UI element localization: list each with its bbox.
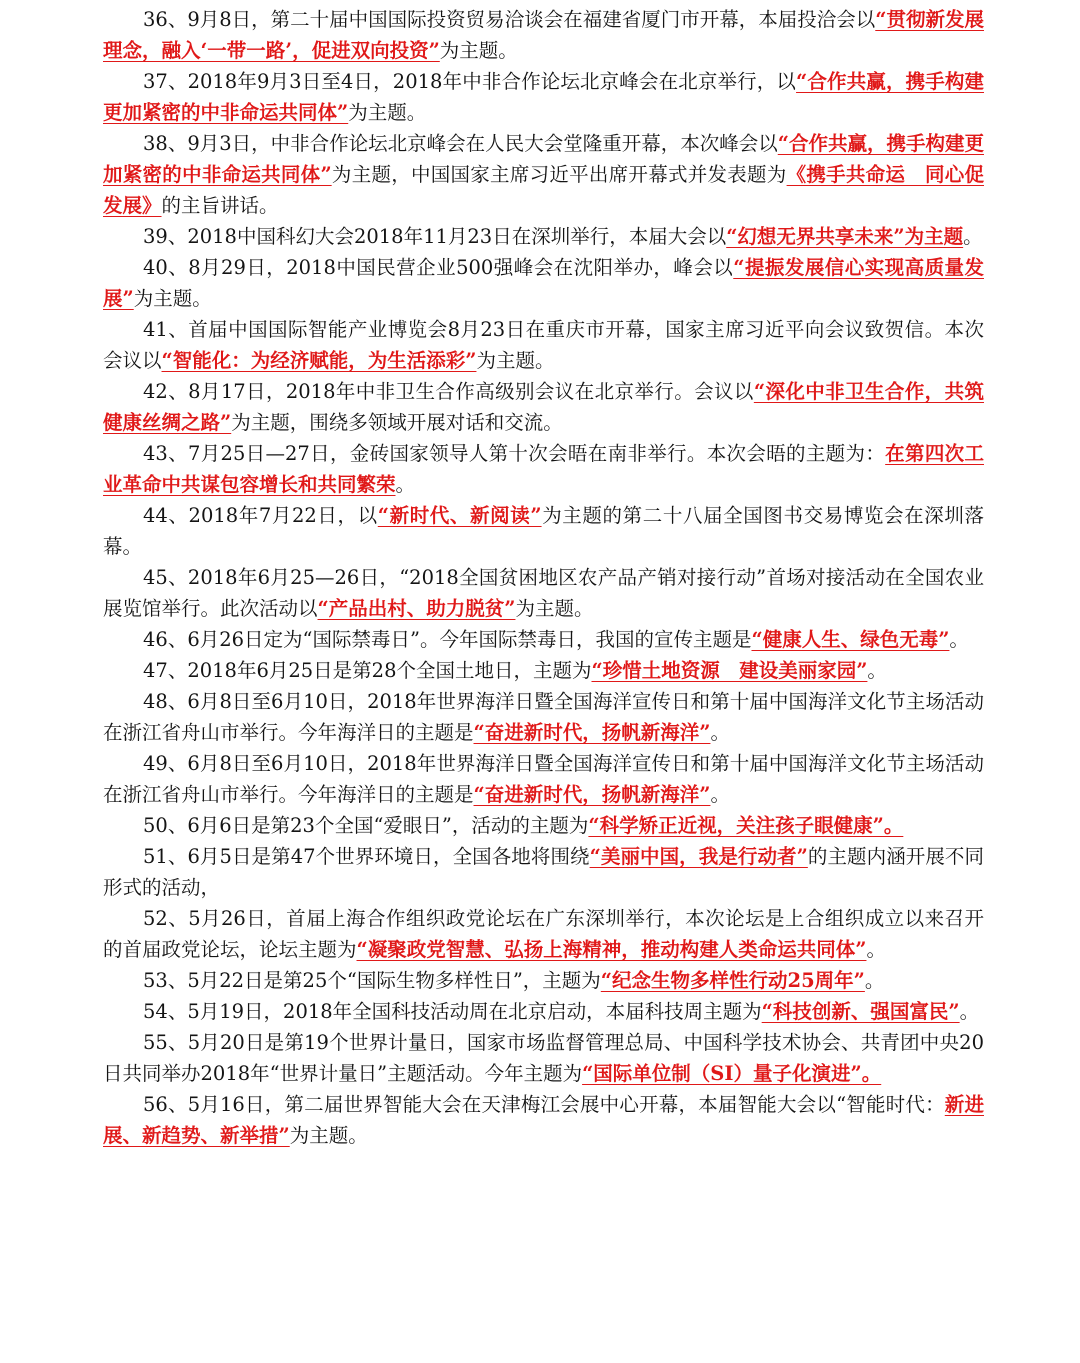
list-item — [103, 438, 984, 500]
body-text: 。 — [710, 721, 730, 744]
body-text: 48、6月8日至6月10日，2018年世界海洋日暨全国海洋宣传日和第十届中国海洋文化节主场活动在浙江省舟山市举行。今年海洋日的主题是 — [103, 690, 984, 744]
theme-highlight: “新时代、新阅读” — [377, 504, 542, 527]
theme-highlight: “科学矫正近视，关注孩子眼健康”。 — [588, 814, 904, 837]
body-text: 52、5月26日，首届上海合作组织政党论坛在广东深圳举行，本次论坛是上合组织成立以来召开的首届政党论坛，论坛主题为 — [103, 907, 984, 961]
list-item — [103, 903, 984, 965]
list-item — [103, 376, 984, 438]
theme-highlight: “奋进新时代，扬帆新海洋” — [473, 721, 711, 744]
list-item — [103, 624, 984, 655]
theme-highlight: “国际单位制（SI）量子化演进”。 — [582, 1062, 882, 1085]
body-text: 为主题的第二十八届全国图书交易博览会在深圳落幕。 — [103, 504, 984, 558]
theme-highlight: “凝聚政党智慧、弘扬上海精神，推动构建人类命运共同体” — [356, 938, 867, 961]
body-text: 的主旨讲话。 — [161, 194, 279, 217]
list-item — [103, 314, 984, 376]
body-text: 39、2018中国科幻大会2018年11月23日在深圳举行，本届大会以 — [143, 225, 727, 248]
body-text: 46、6月26日定为“国际禁毒日”。今年国际禁毒日，我国的宣传主题是 — [143, 628, 752, 651]
theme-highlight: “美丽中国，我是行动者” — [589, 845, 808, 868]
body-text: 53、5月22日是第25个“国际生物多样性日”，主题为 — [143, 969, 601, 992]
body-text: 为主题，中国国家主席习近平出席开幕式并发表题为 — [331, 163, 787, 186]
body-text: 。 — [949, 628, 969, 651]
list-item — [103, 965, 984, 996]
list-item — [103, 66, 984, 128]
list-item — [103, 686, 984, 748]
body-text: 。 — [710, 783, 730, 806]
theme-highlight: “合作共赢，携手构建更加紧密的中非命运共同体” — [103, 132, 984, 186]
list-item — [103, 500, 984, 562]
theme-highlight: “深化中非卫生合作，共筑健康丝绸之路” — [103, 380, 984, 434]
body-text: 为主题。 — [515, 597, 594, 620]
body-text: 为主题。 — [348, 101, 427, 124]
list-item — [103, 4, 984, 66]
body-text: 。 — [395, 473, 416, 496]
body-text: 50、6月6日是第23个全国“爱眼日”，活动的主题为 — [143, 814, 589, 837]
theme-highlight: “纪念生物多样性行动25周年” — [600, 969, 865, 992]
theme-highlight: 新进展、新趋势、新举措” — [103, 1093, 984, 1147]
body-text: 的主题内涵开展不同形式的活动， — [103, 845, 984, 899]
theme-highlight: “珍惜土地资源 建设美丽家园” — [591, 659, 868, 682]
body-text: 45、2018年6月25—26日，“2018全国贫困地区农产品产销对接行动”首场对接活动在全国农业展览馆举行。此次活动以 — [103, 566, 984, 620]
body-text: 36、9月8日，第二十届中国国际投资贸易洽谈会在福建省厦门市开幕，本届投洽会以 — [143, 8, 876, 31]
body-text: 56、5月16日，第二届世界智能大会在天津梅江会展中心开幕，本届智能大会以“智能时代： — [143, 1093, 945, 1116]
body-text: 44、2018年7月22日，以 — [143, 504, 378, 527]
theme-highlight: “提振发展信心实现高质量发展” — [103, 256, 984, 310]
body-text: 47、2018年6月25日是第28个全国土地日，主题为 — [143, 659, 592, 682]
list-item — [103, 252, 984, 314]
body-text: 40、8月29日，2018中国民营企业500强峰会在沈阳举办，峰会以 — [143, 256, 734, 279]
body-text: 55、5月20日是第19个世界计量日，国家市场监督管理总局、中国科学技术协会、共青团中央20日共同举办2018年“世界计量日”主题活动。今年主题为 — [103, 1031, 984, 1085]
theme-highlight: “贯彻新发展理念，融入‘一带一路’，促进双向投资” — [103, 8, 984, 62]
theme-highlight: “奋进新时代，扬帆新海洋” — [473, 783, 711, 806]
body-text: 54、5月19日，2018年全国科技活动周在北京启动，本届科技周主题为 — [143, 1000, 762, 1023]
theme-highlight: 《携手共命运 同心促发展》 — [103, 163, 984, 217]
body-text: 为主题。 — [476, 349, 555, 372]
list-item — [103, 1089, 984, 1151]
body-text: 为主题。 — [289, 1124, 368, 1147]
body-text: 。 — [866, 938, 886, 961]
list-item — [103, 748, 984, 810]
theme-highlight: “产品出村、助力脱贫” — [317, 597, 516, 620]
list-item — [103, 562, 984, 624]
body-text: 。 — [867, 659, 887, 682]
theme-highlight: “智能化：为经济赋能，为生活添彩” — [161, 349, 477, 372]
theme-highlight: “合作共赢，携手构建更加紧密的中非命运共同体” — [103, 70, 984, 124]
body-text: 为主题。 — [439, 39, 518, 62]
body-text: 为主题，围绕多领域开展对话和交流。 — [231, 411, 563, 434]
theme-highlight: “健康人生、绿色无毒” — [751, 628, 950, 651]
body-text: 。 — [959, 1000, 980, 1023]
body-text: 。 — [963, 225, 983, 248]
list-item — [103, 996, 984, 1027]
body-text: 49、6月8日至6月10日，2018年世界海洋日暨全国海洋宣传日和第十届中国海洋文化节主场活动在浙江省舟山市举行。今年海洋日的主题是 — [103, 752, 984, 806]
body-text: 42、8月17日，2018年中非卫生合作高级别会议在北京举行。会议以 — [143, 380, 754, 403]
body-text: 为主题。 — [133, 287, 212, 310]
body-text: 41、首届中国国际智能产业博览会8月23日在重庆市开幕，国家主席习近平向会议致贺信。本次会议以 — [103, 318, 984, 372]
list-item — [103, 221, 984, 252]
body-text: 38、9月3日，中非合作论坛北京峰会在人民大会堂隆重开幕，本次峰会以 — [143, 132, 778, 155]
body-text: 51、6月5日是第47个世界环境日，全国各地将围绕 — [143, 845, 590, 868]
list-item — [103, 128, 984, 221]
list-item — [103, 841, 984, 903]
theme-highlight: 在第四次工业革命中共谋包容增长和共同繁荣 — [103, 442, 984, 496]
theme-highlight: “科技创新、强国富民” — [761, 1000, 960, 1023]
body-text: 。 — [864, 969, 885, 992]
list-item — [103, 1027, 984, 1089]
body-text: 37、2018年9月3日至4日，2018年中非合作论坛北京峰会在北京举行，以 — [143, 70, 797, 93]
body-text: 43、7月25日—27日，金砖国家领导人第十次会晤在南非举行。本次会晤的主题为： — [143, 442, 886, 465]
theme-highlight: “幻想无界共享未来”为主题 — [726, 225, 964, 248]
list-item — [103, 810, 984, 841]
list-item — [103, 655, 984, 686]
